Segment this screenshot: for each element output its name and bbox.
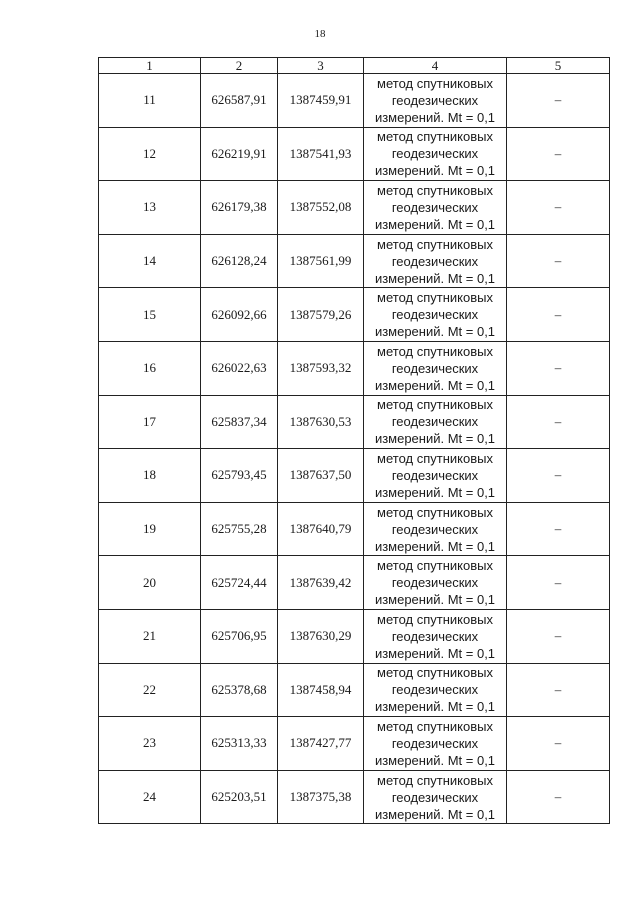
method-cell [364,234,507,288]
table-header [99,58,610,74]
note-cell: – [507,341,610,395]
method-cell [364,127,507,181]
note-cell: – [507,288,610,342]
y-coordinate-cell: 1387640,79 [278,502,364,556]
method-line: метод спутниковых [377,343,493,359]
x-coordinate-cell: 625203,51 [201,770,278,824]
method-line: геодезических [391,628,479,644]
method-line: геодезических [391,92,479,108]
point-number-cell: 13 [99,181,201,235]
method-cell [364,288,507,342]
method-line: геодезических [391,521,479,537]
method-cell [364,502,507,556]
method-cell [364,74,507,128]
y-coordinate-cell: 1387639,42 [278,556,364,610]
note-cell: – [507,609,610,663]
x-coordinate-cell: 625755,28 [201,502,278,556]
method-line: метод спутниковых [377,772,493,788]
x-coordinate-cell: 625378,68 [201,663,278,717]
point-number-cell: 18 [99,449,201,503]
point-number-cell: 24 [99,770,201,824]
method-line: измерений. Mt = 0,1 [374,270,496,286]
table-row [99,234,610,288]
method-line: метод спутниковых [377,718,493,734]
y-coordinate-cell: 1387458,94 [278,663,364,717]
point-number-cell: 20 [99,556,201,610]
method-line: геодезических [391,307,479,323]
method-line: геодезических [391,735,479,751]
method-line: геодезических [391,682,479,698]
point-number-cell: 16 [99,341,201,395]
x-coordinate-cell: 625313,33 [201,717,278,771]
point-number-cell: 14 [99,234,201,288]
table-row [99,502,610,556]
point-number-cell: 11 [99,74,201,128]
table-row [99,74,610,128]
header-col-5: 5 [507,58,610,74]
note-cell: – [507,663,610,717]
note-cell: – [507,449,610,503]
y-coordinate-cell: 1387375,38 [278,770,364,824]
y-coordinate-cell: 1387552,08 [278,181,364,235]
table-row [99,341,610,395]
x-coordinate-cell: 626092,66 [201,288,278,342]
y-coordinate-cell: 1387637,50 [278,449,364,503]
method-line: геодезических [391,789,479,805]
method-line: геодезических [391,199,479,215]
table-body [99,74,610,824]
method-line: метод спутниковых [377,611,493,627]
x-coordinate-cell: 625706,95 [201,609,278,663]
point-number-cell: 12 [99,127,201,181]
note-cell: – [507,717,610,771]
method-line: измерений. Mt = 0,1 [374,752,496,768]
y-coordinate-cell: 1387459,91 [278,74,364,128]
table-row [99,288,610,342]
method-line: метод спутниковых [377,558,493,574]
coordinates-table [98,57,610,824]
x-coordinate-cell: 625837,34 [201,395,278,449]
point-number-cell: 23 [99,717,201,771]
table-row [99,395,610,449]
method-line: измерений. Mt = 0,1 [374,592,496,608]
method-line: измерений. Mt = 0,1 [374,109,496,125]
table-row [99,127,610,181]
method-line: геодезических [391,575,479,591]
x-coordinate-cell: 626128,24 [201,234,278,288]
note-cell: – [507,502,610,556]
header-col-2: 2 [201,58,278,74]
method-line: измерений. Mt = 0,1 [374,163,496,179]
header-col-1: 1 [99,58,201,74]
page-number: 18 [314,28,326,40]
method-cell [364,556,507,610]
method-line: метод спутниковых [377,236,493,252]
point-number-cell: 19 [99,502,201,556]
note-cell: – [507,127,610,181]
method-cell [364,341,507,395]
method-line: геодезических [391,414,479,430]
method-cell [364,663,507,717]
method-line: измерений. Mt = 0,1 [374,216,496,232]
method-line: геодезических [391,146,479,162]
method-line: метод спутниковых [377,665,493,681]
method-line: метод спутниковых [377,182,493,198]
header-col-3: 3 [278,58,364,74]
y-coordinate-cell: 1387593,32 [278,341,364,395]
header-row [99,58,610,74]
table-row [99,449,610,503]
method-line: измерений. Mt = 0,1 [374,484,496,500]
table-row [99,770,610,824]
method-line: измерений. Mt = 0,1 [374,699,496,715]
method-line: метод спутниковых [377,129,493,145]
method-line: измерений. Mt = 0,1 [374,431,496,447]
note-cell: – [507,181,610,235]
point-number-cell: 22 [99,663,201,717]
method-cell [364,717,507,771]
method-line: метод спутниковых [377,75,493,91]
method-line: измерений. Mt = 0,1 [374,538,496,554]
x-coordinate-cell: 626179,38 [201,181,278,235]
table-row [99,663,610,717]
method-line: измерений. Mt = 0,1 [374,806,496,822]
method-line: измерений. Mt = 0,1 [374,645,496,661]
x-coordinate-cell: 626219,91 [201,127,278,181]
note-cell: – [507,556,610,610]
note-cell: – [507,234,610,288]
x-coordinate-cell: 626022,63 [201,341,278,395]
point-number-cell: 17 [99,395,201,449]
method-cell [364,395,507,449]
y-coordinate-cell: 1387561,99 [278,234,364,288]
method-line: измерений. Mt = 0,1 [374,377,496,393]
method-cell [364,770,507,824]
table-row [99,717,610,771]
x-coordinate-cell: 625724,44 [201,556,278,610]
y-coordinate-cell: 1387541,93 [278,127,364,181]
method-line: метод спутниковых [377,397,493,413]
note-cell: – [507,74,610,128]
y-coordinate-cell: 1387630,29 [278,609,364,663]
method-line: геодезических [391,360,479,376]
note-cell: – [507,395,610,449]
y-coordinate-cell: 1387630,53 [278,395,364,449]
method-line: метод спутниковых [377,450,493,466]
table-row [99,556,610,610]
note-cell: – [507,770,610,824]
method-cell [364,609,507,663]
point-number-cell: 21 [99,609,201,663]
method-line: метод спутниковых [377,504,493,520]
table-row [99,609,610,663]
method-line: метод спутниковых [377,290,493,306]
x-coordinate-cell: 625793,45 [201,449,278,503]
method-cell [364,449,507,503]
method-line: измерений. Mt = 0,1 [374,324,496,340]
header-col-4: 4 [364,58,507,74]
method-cell [364,181,507,235]
y-coordinate-cell: 1387427,77 [278,717,364,771]
x-coordinate-cell: 626587,91 [201,74,278,128]
method-line: геодезических [391,467,479,483]
point-number-cell: 15 [99,288,201,342]
table-row [99,181,610,235]
method-line: геодезических [391,253,479,269]
y-coordinate-cell: 1387579,26 [278,288,364,342]
